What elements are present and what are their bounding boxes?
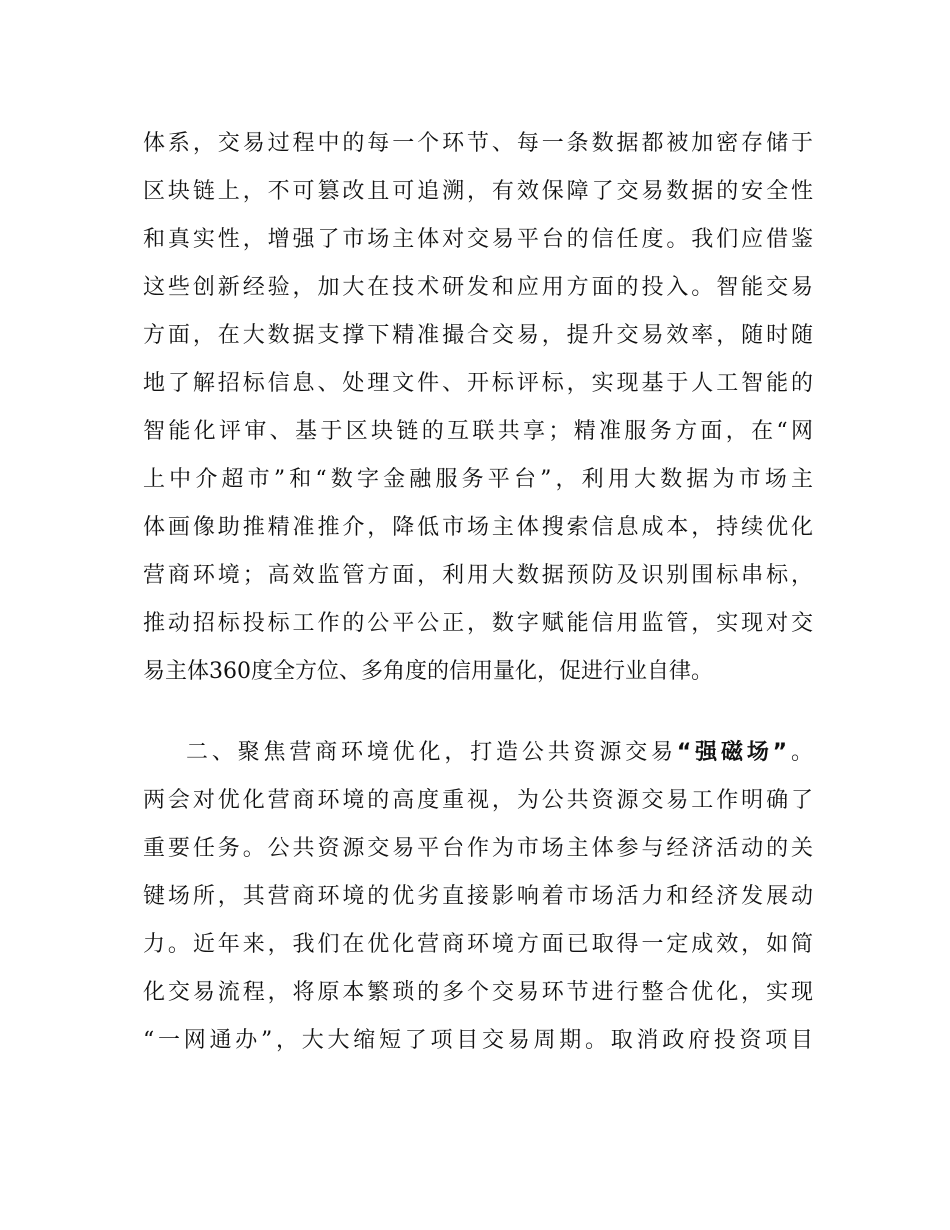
paragraph-line: 重要任务。公共资源交易平台作为市场主体参与经济活动的关	[143, 836, 813, 861]
paragraph-line: 和真实性，增强了市场主体对交易平台的信任度。我们应借鉴	[143, 227, 813, 252]
paragraph-line: 这些创新经验，加大在技术研发和应用方面的投入。智能交易	[143, 275, 813, 300]
paragraph-line: 化交易流程，将原本繁琐的多个交易环节进行整合优化，实现	[143, 980, 813, 1005]
paragraph-line: 地了解招标信息、处理文件、开标评标，实现基于人工智能的	[143, 371, 813, 396]
paragraph-line: 方面，在大数据支撑下精准撮合交易，提升交易效率，随时随	[143, 323, 813, 348]
paragraph-line: “一网通办”，大大缩短了项目交易周期。取消政府投资项目	[143, 1028, 813, 1053]
paragraph-line: 力。近年来，我们在优化营商环境方面已取得一定成效，如简	[143, 932, 813, 957]
paragraph-line: 上中介超市”和“数字金融服务平台”，利用大数据为市场主	[143, 467, 813, 492]
paragraph-line: 智能化评审、基于区块链的互联共享；精准服务方面，在“网	[143, 419, 813, 444]
section-heading	[186, 731, 813, 775]
heading-end: 。	[787, 740, 813, 765]
paragraph-line: 两会对优化营商环境的高度重视，为公共资源交易工作明确了	[143, 788, 813, 813]
paragraph-line: 营商环境；高效监管方面，利用大数据预防及识别围标串标，	[143, 563, 813, 588]
paragraph-line: 区块链上，不可篡改且可追溯，有效保障了交易数据的安全性	[143, 179, 813, 204]
paragraph-line: 体画像助推精准推介，降低市场主体搜索信息成本，持续优化	[143, 515, 813, 540]
paragraph-line: 键场所，其营商环境的优劣直接影响着市场活力和经济发展动	[143, 884, 813, 909]
heading-emphasis: “强磁场”	[676, 740, 788, 765]
paragraph-line: 体系，交易过程中的每一个环节、每一条数据都被加密存储于	[143, 131, 813, 156]
paragraph-line: 推动招标投标工作的公平公正，数字赋能信用监管，实现对交	[143, 611, 813, 636]
heading-text: 二、聚焦营商环境优化，打造公共资源交易	[186, 740, 677, 765]
paragraph-line: 易主体360度全方位、多角度的信用量化，促进行业自律。	[143, 659, 713, 684]
